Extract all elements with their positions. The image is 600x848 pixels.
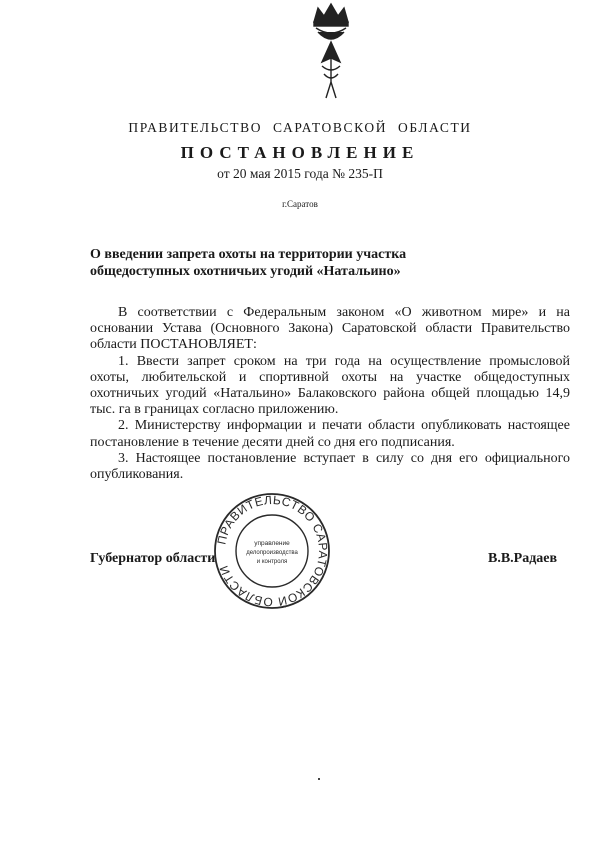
document-subject (90, 246, 470, 280)
body-item-1: 1. Ввести запрет сроком на три года на осуществление промысловой охоты, любительской и спортивной охоты на участке общедоступных охотничьих угодий «Натальино» Балаковского района общей площадью 14,9 тыс. га в границах согласно приложению. (90, 353, 570, 418)
government-name: ПРАВИТЕЛЬСТВО САРАТОВСКОЙ ОБЛАСТИ (128, 120, 472, 135)
subject-line-2: общедоступных охотничьих угодий «Натальино» (90, 264, 401, 279)
seal-line-1: управление (254, 540, 290, 547)
seal-line-2: делопроизводства (246, 550, 298, 556)
seal-line-3: и контроля (256, 559, 288, 565)
document-type-title: ПОСТАНОВЛЕНИЕ (180, 143, 420, 162)
body-item-3: 3. Настоящее постановление вступает в силу со дня его официального опубликования. (90, 450, 570, 483)
signer-name: В.В.Радаев (488, 551, 558, 566)
official-seal (213, 492, 331, 610)
body-preamble: В соответствии с Федеральным законом «О животном мире» и на основании Устава (Основного Закона) Саратовской области Правительство области ПОСТАНОВЛЯЕТ: (90, 305, 570, 353)
document-date-number: от 20 мая 2015 года № 235-П (217, 166, 383, 181)
coat-of-arms-emblem (304, 2, 358, 102)
page-mark (318, 778, 320, 780)
document-body (90, 305, 570, 483)
body-item-2: 2. Министерству информации и печати области опубликовать настоящее постановление в течение десяти дней со дня его подписания. (90, 418, 570, 450)
document-city: г.Саратов (282, 199, 318, 209)
subject-line-1: О введении запрета охоты на территории участка (90, 247, 407, 262)
seal-ring-text: ПРАВИТЕЛЬСТВО САРАТОВСКОЙ ОБЛАСТИ (214, 492, 331, 610)
signer-position: Губернатор области (90, 551, 216, 566)
